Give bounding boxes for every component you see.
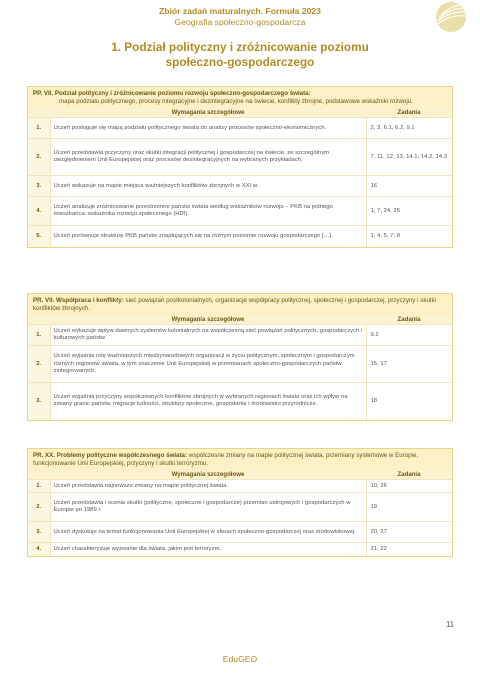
header-tasks: Zadania xyxy=(366,471,452,480)
page-number: 11 xyxy=(446,620,455,629)
chapter-title xyxy=(60,40,420,70)
row-number: 1. xyxy=(28,325,50,346)
table-row xyxy=(28,139,452,176)
header-requirements: Wymagania szczegółowe xyxy=(50,471,366,480)
task-numbers: 7, 11, 12, 13, 14.1, 14.2, 14.3 xyxy=(366,139,452,176)
table-row xyxy=(28,543,452,556)
requirement-text: Uczeń wskazuje na mapie miejsca ważniejszych konfliktów zbrojnych w XXI w. xyxy=(50,176,366,197)
header-num-cell xyxy=(28,109,50,118)
row-number: 2. xyxy=(28,346,50,383)
requirement-text: Uczeń wyjaśnia przyczyny współczesnych konfliktów zbrojnych w wybranych regionach świata oraz ich wpływ na zmiany granic państw, migracje ludności, struktury społeczne, gospodarkę i środowisko przyrodnicze. xyxy=(50,383,366,420)
table-row xyxy=(28,197,452,226)
header-num-cell xyxy=(28,316,50,325)
section-heading-code: PP. VII. Podział polityczny i zróżnicowanie poziomu rozwoju społeczno-gospodarczego świata: xyxy=(33,90,311,97)
table-row xyxy=(28,176,452,197)
table-row xyxy=(28,325,452,346)
row-number: 3. xyxy=(28,383,50,420)
requirements-table xyxy=(28,471,452,556)
running-header xyxy=(0,6,480,28)
requirements-section-pr-vii xyxy=(27,293,453,421)
requirement-text: Uczeń analizuje zróżnicowanie przestrzenne państw świata według wskaźników rozwoju – PKB na jednego mieszkańca, wskaźnika rozwoju społecznego (HDI). xyxy=(50,197,366,226)
section-heading-description: współczesne zmiany na mapie politycznej świata, przemiany systemowe w Europie, funkcjonowanie Unii Europejskiej, przyczyny i skutki terroryzmu. xyxy=(33,452,419,467)
table-row xyxy=(28,480,452,493)
task-numbers: 16 xyxy=(366,176,452,197)
requirements-section-pp-vii xyxy=(27,86,453,248)
row-number: 1. xyxy=(28,118,50,139)
header-requirements: Wymagania szczegółowe xyxy=(50,109,366,118)
footer-brand: EduGEO xyxy=(222,654,258,664)
task-numbers: 19 xyxy=(366,493,452,522)
edugeo-logo-icon xyxy=(436,2,466,32)
section-heading xyxy=(28,87,452,109)
section-heading-code: PR. VII. Współpraca i konflikty: xyxy=(33,297,124,304)
row-number: 3. xyxy=(28,176,50,197)
task-numbers: 10, 26 xyxy=(366,480,452,493)
table-row xyxy=(28,493,452,522)
row-number: 3. xyxy=(28,522,50,543)
header-tasks: Zadania xyxy=(366,316,452,325)
requirement-text: Uczeń charakteryzuje wyzwanie dla świata, jakim jest terroryzm. xyxy=(50,543,366,556)
task-numbers: 2, 3, 6.1, 6.2, 9.1 xyxy=(366,118,452,139)
row-number: 4. xyxy=(28,197,50,226)
table-header-row xyxy=(28,471,452,480)
requirements-section-pr-xx xyxy=(27,448,453,557)
task-numbers: 20, 27 xyxy=(366,522,452,543)
requirement-text: Uczeń przedstawia najnowsze zmiany na mapie politycznej świata. xyxy=(50,480,366,493)
row-number: 4. xyxy=(28,543,50,556)
requirement-text: Uczeń wykazuje wpływ dawnych systemów kolonialnych na współczesną sieć powiązań politycznych, gospodarczych i kulturowych państw. xyxy=(50,325,366,346)
requirement-text: Uczeń dyskutuje na temat funkcjonowania Unii Europejskiej w sferach społeczno-gospodarczej oraz środowiskowej. xyxy=(50,522,366,543)
header-tasks: Zadania xyxy=(366,109,452,118)
table-row xyxy=(28,346,452,383)
task-numbers: 1, 4, 5, 7, 8 xyxy=(366,226,452,247)
section-heading xyxy=(28,294,452,316)
requirement-text: Uczeń przedstawia przyczyny oraz skutki integracji politycznej i gospodarczej na świecie, ze szczególnym uwzględnieniem Unii Europejskiej oraz procesów dezintegracyjnych na wybranych przykładach. xyxy=(50,139,366,176)
requirement-text: Uczeń wyjaśnia rolę ważniejszych międzynarodowych organizacji w życiu politycznym, społecznym i gospodarczym różnych regionów świata, w tym znaczenie Unii Europejskiej w przemianach społeczno-gospodarczych państw zintegrowanych. xyxy=(50,346,366,383)
chapter-title-line2: społeczno-gospodarczego xyxy=(165,55,315,69)
task-numbers: 15, 17 xyxy=(366,346,452,383)
header-subject: Geografia społeczno-gospodarcza xyxy=(174,17,306,27)
requirement-text: Uczeń porównuje strukturę PKB państw znajdujących się na różnym poziomie rozwoju gospodarczego […]. xyxy=(50,226,366,247)
task-numbers: 21, 22 xyxy=(366,543,452,556)
task-numbers: 9.2 xyxy=(366,325,452,346)
section-heading-description: mapa podziału politycznego, procesy integracyjne i dezintegracyjne na świecie, konflikty zbrojne, podstawowe wskaźniki rozwoju. xyxy=(59,97,413,105)
header-num-cell xyxy=(28,471,50,480)
table-row xyxy=(28,383,452,420)
requirement-text: Uczeń posługuje się mapą podziału politycznego świata do analizy procesów społeczno-ekonomicznych. xyxy=(50,118,366,139)
section-heading-description: sieć powiązań postkolonialnych, organizacje współpracy politycznej, społecznej i gospodarczej, przyczyny i skutki konfliktów zbrojnych. xyxy=(33,297,437,312)
table-header-row xyxy=(28,316,452,325)
header-collection-title: Zbiór zadań maturalnych. Formuła 2023 xyxy=(159,6,321,16)
table-row xyxy=(28,226,452,247)
header-requirements: Wymagania szczegółowe xyxy=(50,316,366,325)
row-number: 5. xyxy=(28,226,50,247)
task-numbers: 1, 7, 24, 25 xyxy=(366,197,452,226)
row-number: 2. xyxy=(28,493,50,522)
chapter-title-line1: 1. Podział polityczny i zróżnicowanie poziomu xyxy=(111,40,369,54)
row-number: 2. xyxy=(28,139,50,176)
table-row xyxy=(28,522,452,543)
requirements-table xyxy=(28,316,452,420)
table-header-row xyxy=(28,109,452,118)
table-row xyxy=(28,118,452,139)
section-heading-code: PR. XX. Problemy polityczne współczesnego świata: xyxy=(33,452,188,459)
row-number: 1. xyxy=(28,480,50,493)
task-numbers: 18 xyxy=(366,383,452,420)
requirements-table xyxy=(28,109,452,247)
requirement-text: Uczeń przedstawia i ocenia skutki (polityczne, społeczne i gospodarcze) przemian ustrojowych i gospodarczych w Europie po 1989 r. xyxy=(50,493,366,522)
section-heading xyxy=(28,449,452,471)
